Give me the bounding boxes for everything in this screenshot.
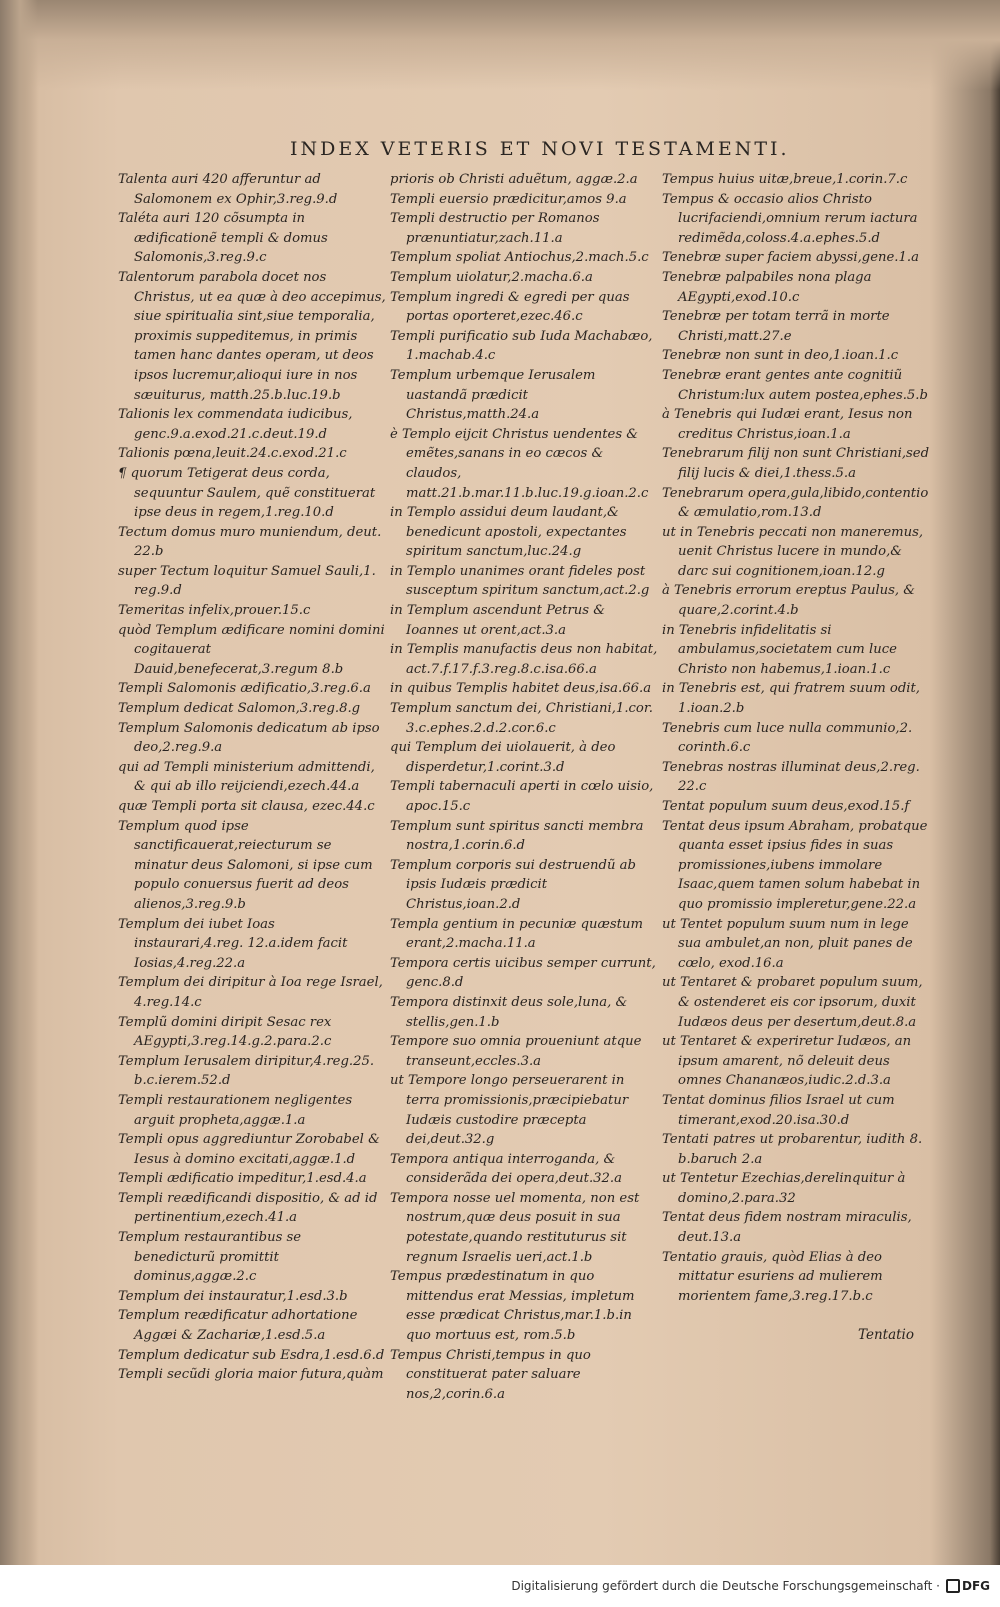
index-entry: ¶ quorum Tetigerat deus corda, sequuntur Saulem, quẽ constituerat ipse deus in regem,1.reg.10.d [118, 465, 376, 521]
index-entry: Talionis pœna,leuit.24.c.exod.21.c [118, 446, 347, 462]
index-entry: Tempore suo omnia proueniunt atque transeunt,eccles.3.a [390, 1034, 642, 1069]
index-entry: in Templo unanimes orant fideles post susceptum spiritum sanctum,act.2.g [390, 563, 650, 599]
dfg-logo-text: DFG [962, 1579, 991, 1593]
index-entry: Tempus & occasio alios Christo lucrifaciendi,omnium rerum iactura redimẽda,coloss.4.a.ephes.5.d [662, 191, 918, 246]
index-entry: Tempora nosse uel momenta, non est nostrum,quæ deus posuit in sua potestate,quando restituturus sit regnum Israelis ueri,act.1.b [390, 1190, 640, 1265]
index-entry: Tenebræ non sunt in deo,1.ioan.1.c [662, 348, 899, 364]
index-entry: quòd Templum ædificare nomini domini cogitauerat Dauid,benefecerat,3.regum 8.b [118, 622, 385, 677]
index-entry: in quibus Templis habitet deus,isa.66.a [390, 681, 652, 697]
index-entry: in Tenebris infidelitatis si ambulamus,societatem cum luce Christo non habemus,1.ioan.1.c [662, 622, 897, 677]
index-entry: super Tectum loquitur Samuel Sauli,1. reg.9.d [118, 563, 376, 599]
index-entry: ut Tentet populum suum num in lege sua ambulet,an non, pluit panes de cœlo, exod.16.a [662, 916, 913, 971]
index-entry: Templum ingredi & egredi per quas portas oporteret,ezec.46.c [390, 289, 630, 325]
index-entry: Tentatio grauis, quòd Elias à deo mittatur esuriens ad mulierem morientem fame,3.reg.17.b.c [662, 1249, 883, 1304]
index-entry: Talionis lex commendata iudicibus, genc.9.a.exod.21.c.deut.19.d [118, 407, 353, 442]
book-spine-shadow [0, 0, 38, 1565]
index-entry: Temeritas infelix,prouer.15.c [118, 603, 311, 619]
index-entry: ut Tempore longo perseuerarent in terra promissionis,præcipiebatur Iudæis custodire præcepta dei,deut.32.g [390, 1073, 629, 1148]
index-entry: in Templo assidui deum laudant,& benedicunt apostoli, expectantes spiritum sanctum,luc.24.g [390, 505, 627, 560]
index-entry: Tenebræ palpabiles nona plaga AEgypti,exod.10.c [662, 269, 872, 305]
index-entry: Tempora certis uicibus semper currunt, genc.8.d [390, 955, 656, 991]
dfg-logo-icon [946, 1579, 960, 1593]
index-entry: ut in Tenebris peccati non maneremus, uenit Christus lucere in mundo,& darc sui cognitionem,ioan.12.g [662, 524, 924, 579]
index-entry: Tentat dominus filios Israel ut cum timerant,exod.20.isa.30.d [662, 1092, 895, 1128]
index-entry: Templi reædificandi dispositio, & ad id pertinentium,ezech.41.a [118, 1190, 378, 1226]
index-entry: qui ad Templi ministerium admittendi, & qui ab illo reijciendi,ezech.44.a [118, 759, 375, 795]
index-column-3 [662, 170, 930, 1306]
index-entry: Templi tabernaculi aperti in cœlo uisio, apoc.15.c [390, 779, 654, 814]
index-entry: Templi destructio per Romanos prænuntiatur,zach.11.a [390, 211, 600, 246]
digitization-footer [0, 1565, 1000, 1607]
index-entry: Tentati patres ut probarentur, iudith 8. b.baruch 2.a [662, 1132, 923, 1167]
index-entry: Tentat deus fidem nostram miraculis, deut.13.a [662, 1210, 912, 1246]
index-entry: Templum Ierusalem diripitur,4.reg.25. b.c.ierem.52.d [118, 1053, 375, 1089]
index-entry: Templum corporis sui destruendũ ab ipsis Iudæis prædicit Christus,ioan.2.d [390, 857, 636, 912]
index-entry: Templum dedicat Salomon,3.reg.8.g [118, 701, 361, 717]
index-entry: in Templum ascendunt Petrus & Ioannes ut orent,act.3.a [390, 603, 605, 638]
index-entry: Tenebrarum filij non sunt Christiani,sed filij lucis & diei,1.thess.5.a [662, 446, 930, 481]
index-entry: in Templis manufactis deus non habitat, act.7.f.17.f.3.reg.8.c.isa.66.a [390, 642, 658, 677]
index-entry: Tempus Christi,tempus in quo constituerat pater saluare nos,2,corin.6.a [390, 1347, 591, 1402]
index-entry: Tentat populum suum deus,exod.15.f [662, 799, 910, 814]
dfg-logo [946, 1576, 992, 1596]
index-entry: ut Tentaret & probaret populum suum, & ostenderet eis cor ipsorum, duxit Iudæos deus per desertum,deut.8.a [662, 975, 923, 1030]
index-entry: Tempora distinxit deus sole,luna, & stellis,gen.1.b [390, 994, 628, 1030]
index-entry: Talenta auri 420 afferuntur ad Salomonem ex Ophir,3.reg.9.d [118, 172, 338, 207]
index-entry: è Templo eijcit Christus uendentes & emẽtes,sanans in eo cæcos & claudos, matt.21.b.mar.11.b.luc.19.g.ioan.2.c [390, 426, 649, 501]
index-entry: in Tenebris est, qui fratrem suum odit, 1.ioan.2.b [662, 681, 920, 717]
index-entry: à Tenebris qui Iudæi erant, Iesus non creditus Christus,ioan.1.a [662, 407, 913, 442]
index-column-1 [118, 170, 386, 1385]
index-entry: ut Tentaret & experiretur Iudæos, an ipsum amarent, nõ deleuit deus omnes Chananæos,iudic.2.d.3.a [662, 1034, 912, 1089]
index-column-2 [390, 170, 658, 1404]
index-entry: quæ Templi porta sit clausa, ezec.44.c [118, 799, 375, 814]
index-entry: Templum sunt spiritus sancti membra nostra,1.corin.6.d [390, 818, 644, 854]
index-entry: Templi Salomonis ædificatio,3.reg.6.a [118, 681, 371, 697]
index-entry: Tenebrarum opera,gula,libido,contentio & æmulatio,rom.13.d [662, 485, 929, 521]
index-entry: Templum dei instauratur,1.esd.3.b [118, 1288, 348, 1304]
index-entry: Templum sanctum dei, Christiani,1.cor. 3.c.ephes.2.d.2.cor.6.c [390, 701, 653, 736]
index-entry: prioris ob Christi aduẽtum, aggæ.2.a [390, 172, 638, 187]
index-entry: Talentorum parabola docet nos Christus, ut ea quæ à deo accepimus, siue spiritualia sint,siue temporalia, proximis suppeditemus, in primis tamen hanc dantes operam, ut deos ipsos lucremur,alioqui iure in nos sæuiturus, matth.25.b.luc.19.b [118, 269, 386, 403]
index-entry: Tempus prædestinatum in quo mittendus erat Messias, impletum esse prædicat Christus,mar.1.b.in quo mortuus est, rom.5.b [390, 1269, 635, 1344]
index-entry: Tenebræ per totam terrã in morte Christi,matt.27.e [662, 309, 890, 344]
index-entry: Templum quod ipse sanctificauerat,reiecturum se minatur deus Salomoni, si ipse cum populo conuersus fuerit ad deos alienos,3.reg.9.b [118, 818, 373, 912]
index-entry: Templum reædificatur adhortatione Aggæi & Zachariæ,1.esd.5.a [118, 1308, 358, 1344]
footer-credit: Digitalisierung gefördert durch die Deutsche Forschungsgemeinschaft · [511, 1579, 940, 1593]
index-entry: Templi ædificatio impeditur,1.esd.4.a [118, 1171, 367, 1187]
index-entry: Templa gentium in pecuniæ quæstum erant,2.macha.11.a [390, 916, 643, 952]
index-entry: Templi secũdi gloria maior futura,quàm [118, 1367, 384, 1383]
index-entry: Tentat deus ipsum Abraham, probatque quanta esset ipsius fides in suas promissiones,iubens immolare Isaac,quem tamen solum habebat in quo promissio impleretur,gene.22.a [662, 818, 928, 912]
index-entry: Tenebræ erant gentes ante cognitiũ Christum:lux autem postea,ephes.5.b [662, 367, 928, 403]
index-entry: Tempora antiqua interroganda, & considerãda dei opera,deut.32.a [390, 1151, 622, 1187]
index-entry: Templum Salomonis dedicatum ab ipso deo,2.reg.9.a [118, 720, 380, 756]
index-entry: Templum spoliat Antiochus,2.mach.5.c [390, 250, 649, 266]
index-entry: Templi purificatio sub Iuda Machabæo, 1.machab.4.c [390, 328, 653, 364]
index-entry: Tectum domus muro muniendum, deut. 22.b [118, 524, 382, 560]
index-entry: Templum dei iubet Ioas instaurari,4.reg. 12.a.idem facit Iosias,4.reg.22.a [118, 916, 348, 971]
running-head: INDEX VETERIS ET NOVI TESTAMENTI. [290, 138, 790, 160]
index-entry: Tenebras nostras illuminat deus,2.reg. 22.c [662, 759, 920, 795]
index-entry: Templum dei diripitur à Ioa rege Israel, 4.reg.14.c [118, 975, 383, 1010]
index-entry: Tempus huius uitæ,breue,1.corin.7.c [662, 172, 908, 187]
index-entry: qui Templum dei uiolauerit, à deo disperdetur,1.corint.3.d [390, 740, 616, 775]
index-entry: Templi restaurationem negligentes arguit propheta,aggæ.1.a [118, 1092, 353, 1128]
index-entry: Tenebris cum luce nulla communio,2. corinth.6.c [662, 720, 913, 756]
index-entry: Templum dedicatur sub Esdra,1.esd.6.d [118, 1347, 385, 1363]
index-entry: Templi opus aggrediuntur Zorobabel & Iesus à domino excitati,aggæ.1.d [118, 1132, 380, 1167]
page-top-shadow [0, 0, 1000, 90]
index-entry: Templũ domini diripit Sesac rex AEgypti,3.reg.14.g.2.para.2.c [118, 1014, 332, 1050]
index-entry: à Tenebris errorum ereptus Paulus, & quare,2.corint.4.b [662, 583, 916, 619]
index-entry: Templi euersio prædicitur,amos 9.a [390, 191, 627, 207]
index-entry: ut Tentetur Ezechias,derelinquitur à domino,2.para.32 [662, 1171, 906, 1206]
index-entry: Templum restaurantibus se benedicturũ promittit dominus,aggæ.2.c [118, 1230, 302, 1285]
index-entry: Taléta auri 120 cõsumpta in ædificationẽ templi & domus Salomonis,3.reg.9.c [118, 211, 328, 266]
index-entry: Tenebræ super faciem abyssi,gene.1.a [662, 250, 919, 266]
index-entry: Templum urbemque Ierusalem uastandã prædicit Christus,matth.24.a [390, 367, 596, 423]
index-entry: Templum uiolatur,2.macha.6.a [390, 269, 593, 285]
catchword: Tentatio [858, 1327, 914, 1343]
